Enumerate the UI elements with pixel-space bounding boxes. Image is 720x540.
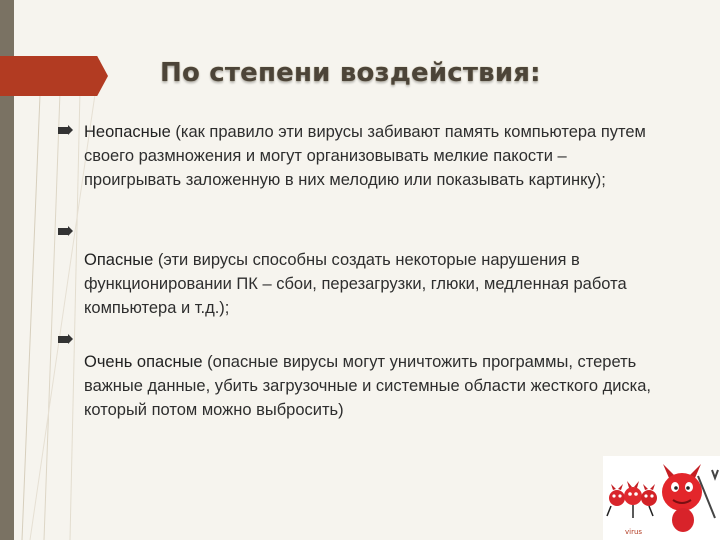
item-term: Очень опасные: [84, 353, 203, 371]
slide-title: По степени воздействия:: [160, 58, 541, 88]
item-text: [84, 350, 664, 422]
title-arrow-decor: [0, 56, 108, 96]
item-term: Опасные: [84, 251, 154, 269]
item-term: Неопасные: [84, 123, 171, 141]
item-text: [84, 120, 664, 192]
virus-caption: virus: [625, 528, 643, 536]
arrow-bullet-icon: [58, 125, 73, 136]
item-description: (эти вирусы способны создать некоторые нарушения в функционировании ПК – сбои, перезагрузки, глюки, медленная работа компьютера и т.д.);: [84, 251, 627, 317]
item-description: (как правило эти вирусы забивают память компьютера путем своего размножения и могут организовывать мелкие пакости – проигрывать заложенную в них мелодию или показывать картинку);: [84, 123, 646, 189]
red-virus-devils-icon: [603, 456, 720, 540]
arrow-bullet-icon: [58, 334, 73, 345]
item-text: [84, 248, 664, 320]
item-description: (опасные вирусы могут уничтожить программы, стереть важные данные, убить загрузочные и системные области жесткого диска, который потом можно выбросить): [84, 353, 652, 419]
virus-illustration: [603, 456, 720, 540]
arrow-bullet-icon: [58, 226, 73, 237]
